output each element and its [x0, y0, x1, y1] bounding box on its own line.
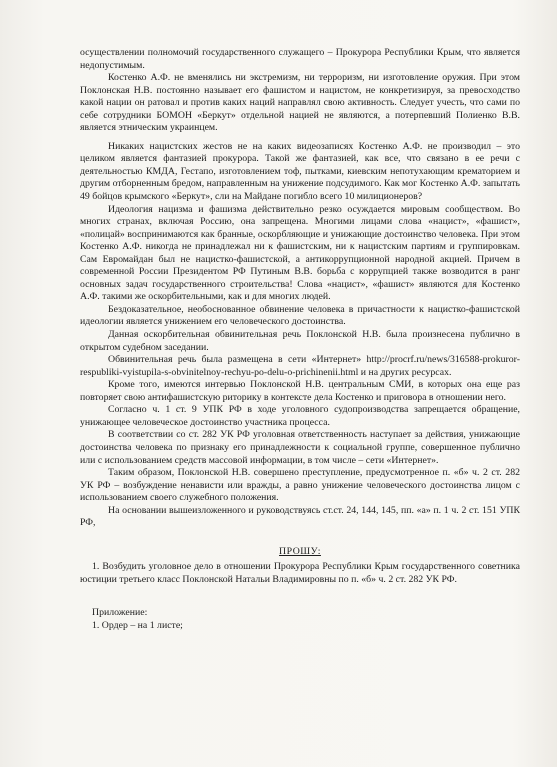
paragraph-9: Согласно ч. 1 ст. 9 УПК РФ в ходе уголовного судопроизводства запрещается обращение, унижающее человеческое достоинство участника процесса. [80, 404, 520, 428]
paragraph-10: В соответствии со ст. 282 УК РФ уголовная ответственность наступает за действия, унижающие достоинства человека по признаку его принадлежности к социальной группе, совершенное публично или с использованием средств массовой информации, в том числе – сети «Интернет». [80, 429, 520, 466]
attachment-item: 1. Ордер – на 1 листе; [92, 619, 183, 631]
document-body [80, 47, 520, 633]
paragraph-1: осуществлении полномочий государственного служащего – Прокурора Республики Крым, что является недопустимым. [80, 47, 520, 71]
paragraph-4: Идеология нацизма и фашизма действительно резко осуждается мировым сообществом. Во многих странах, включая Россию, она запрещена. Многими лицами слова «нацист», «фашист», «полицай» воспринимаются как бранные, оскорбляющие и унижающие достоинство человека. При этом Костенко А.Ф. никогда не принадлежал ни к фашистским, ни к нацистским партиям и группировкам. Сам Евромайдан был не нацистко-фашистской, а антикоррупционной народной акцией. Причем в современной России Президентом РФ Путиным В.В. борьба с коррупцией также возводится в ранг основных задач государственного строительства! Слова «нацист», «фашист» являются для Костенко А.Ф. такими же оскорбительными, как и для многих людей. [80, 203, 520, 303]
paragraph-3: Никаких нацистских жестов не на каких видеозаписях Костенко А.Ф. не производил – это целиком является фантазией прокурора. Такой же фантазией, как все, что связано в ее речи с деятельностью КМДА, Гестапо, изготовлением тоф, пытками, киевским непотухающим крематорием и другим отборненным бредом, направленным на унижение подсудимого. Как мог Костенко А.Ф. запытать 49 бойцов крымского «Беркут», сли на Майдане погибло всего 10 милиционеров? [80, 140, 520, 203]
paragraph-7: Обвинительная речь была размещена в сети «Интернет» http://procrf.ru/news/316588-prokuror-respubliki-vyistupila-s-obvinitelnoy-rechyu-po-delu-o-prichinenii.html и на других ресурсах. [80, 354, 520, 378]
paragraph-6: Данная оскорбительная обвинительная речь Поклонской Н.В. была произнесена публично в открытом судебном заседании. [80, 329, 520, 353]
paragraph-12: На основании вышеизложенного и руководствуясь ст.ст. 24, 144, 145, пп. «а» п. 1 ч. 2 ст. 151 УПК РФ, [80, 504, 520, 529]
paragraph-11: Таким образом, Поклонской Н.В. совершено преступление, предусмотренное п. «б» ч. 2 ст. 282 УК РФ – возбуждение ненависти или вражды, а равно унижение человеческого достоинства лицом с использованием своего служебного положения. [80, 467, 520, 504]
attachment-section [80, 607, 520, 632]
paragraph-8: Кроме того, имеются интервью Поклонской Н.В. центральным СМИ, в которых она еще раз повторяет свою антифашистскую риторику в контексте дела Костенко и приговора в отношении него. [80, 379, 520, 403]
attachment-heading: Приложение: [92, 607, 148, 619]
request-item: 1. Возбудить уголовное дело в отношении Прокурора Республики Крым государственного советника юстиции третьего класс Поклонской Натальи Владимировны по п. «б» ч. 2 ст. 282 УК РФ. [80, 561, 520, 585]
request-heading: ПРОШУ: [279, 545, 321, 557]
paragraph-2: Костенко А.Ф. не вменялись ни экстремизм, ни терроризм, ни изготовление оружия. При этом Поклонская Н.В. постоянно называет его фашистом и нацистом, не конкретизируя, за превосходство какой нации он ратовал и против каких наций направлял свою активность. Следует учесть, что сами по себе сотрудники БОМОН «Беркут» отдельной нацией не являются, а потерпевший Полиенко В.В. является этническим украинцем. [80, 72, 520, 134]
paragraph-5: Бездоказательное, необоснованное обвинение человека в причастности к нацистко-фашистской идеологии является унижением его человеческого достоинства. [80, 303, 520, 328]
